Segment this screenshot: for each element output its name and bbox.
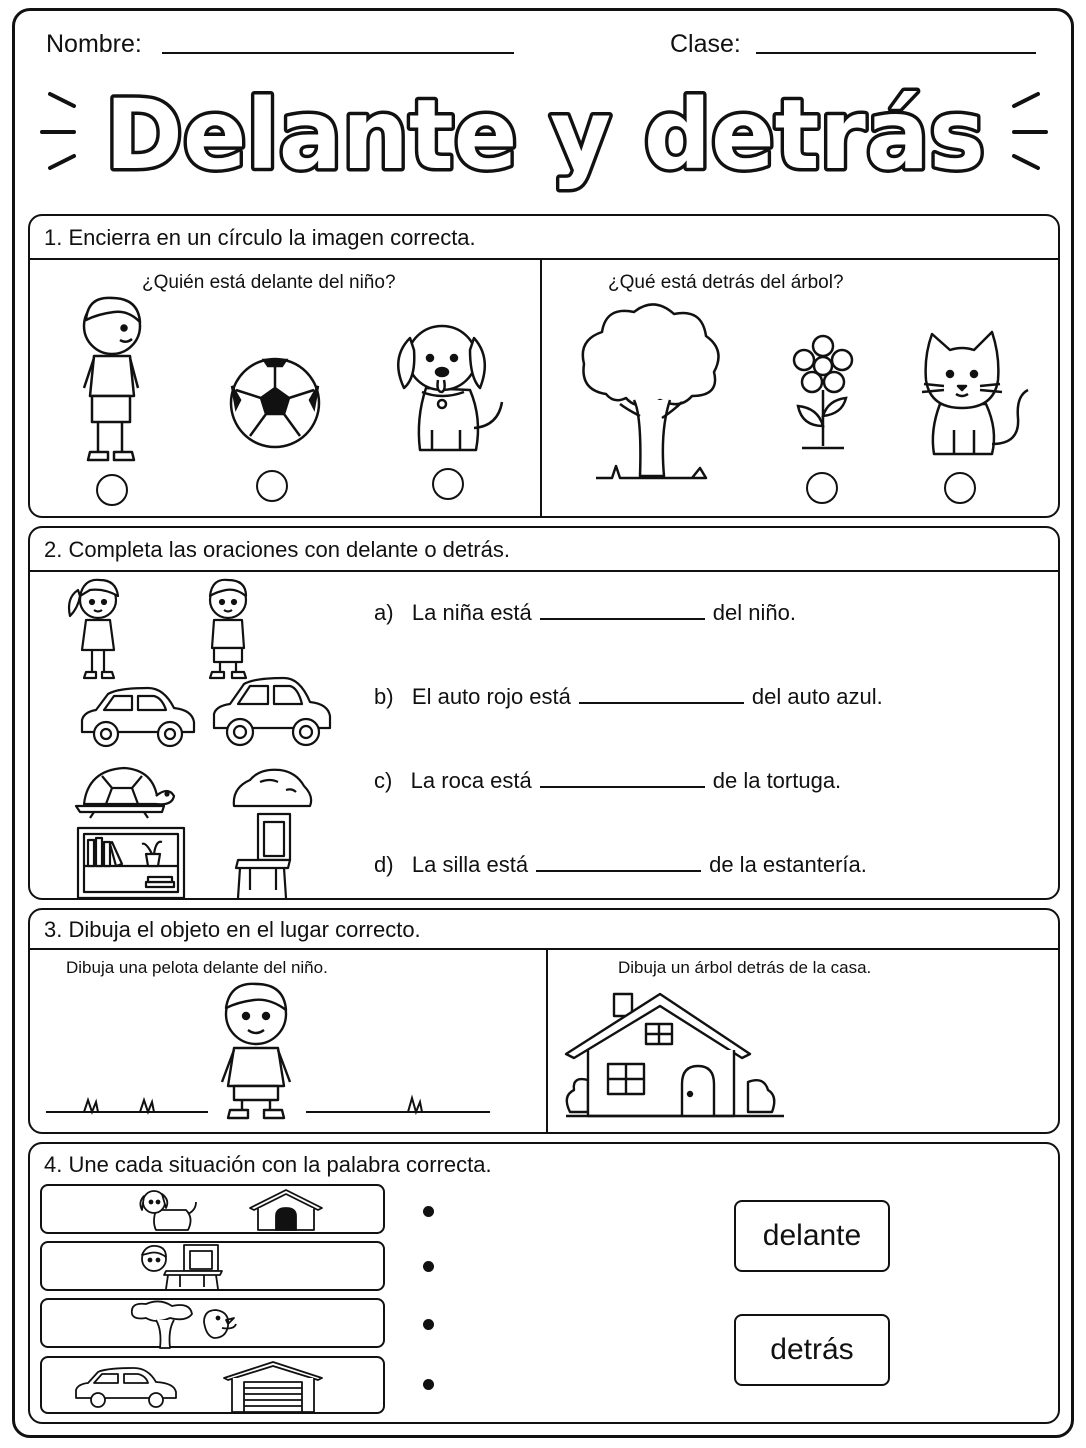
name-field[interactable] — [162, 52, 514, 54]
girl-icon — [64, 576, 134, 682]
section-1-title: 1. Encierra en un círculo la imagen correcta. — [44, 225, 476, 250]
blank-field[interactable] — [540, 600, 705, 620]
dog-icon — [136, 1188, 200, 1232]
section-1 — [28, 214, 1060, 518]
sentence-text: El auto rojo está — [411, 684, 571, 709]
sentence-a — [374, 600, 796, 626]
word-detras[interactable]: detrás — [734, 1314, 890, 1386]
section-4 — [28, 1142, 1060, 1424]
match-dot-2[interactable] — [423, 1261, 434, 1272]
sentence-letter: d) — [374, 852, 394, 877]
section-2 — [28, 526, 1060, 900]
sentence-text: La roca está — [410, 768, 532, 793]
situation-row-boy-chair[interactable] — [40, 1241, 385, 1291]
section-1-header — [30, 216, 1058, 260]
soccer-ball-icon — [228, 356, 322, 450]
title-text: Delante y detrás — [105, 79, 985, 191]
sentence-letter: c) — [374, 768, 393, 793]
section-3-divider — [546, 950, 548, 1132]
right-question: ¿Qué está detrás del árbol? — [608, 272, 844, 293]
tree-icon — [126, 1300, 242, 1348]
sentence-text: del auto azul. — [751, 684, 883, 709]
page-title — [30, 72, 1060, 202]
situation-row-dog[interactable] — [40, 1184, 385, 1234]
left-prompt: Dibuja una pelota delante del niño. — [66, 958, 328, 977]
chair-icon — [234, 812, 296, 900]
garage-icon — [222, 1360, 324, 1412]
section-2-title: 2. Completa las oraciones con delante o detrás. — [44, 537, 510, 562]
doghouse-icon — [248, 1188, 324, 1232]
match-dot-3[interactable] — [423, 1319, 434, 1330]
class-label: Clase: — [670, 30, 741, 58]
car-icon — [72, 1368, 182, 1408]
sentence-text: La niña está — [411, 600, 532, 625]
section-3 — [28, 908, 1060, 1134]
cat-icon — [910, 326, 1030, 462]
answer-circle-ball[interactable] — [256, 470, 288, 502]
sentence-d — [374, 852, 867, 878]
answer-circle-boy[interactable] — [96, 474, 128, 506]
match-dot-1[interactable] — [423, 1206, 434, 1217]
boy-icon — [196, 576, 260, 682]
blank-field[interactable] — [579, 684, 744, 704]
boy-icon — [222, 984, 290, 1118]
answer-circle-flower[interactable] — [806, 472, 838, 504]
left-question: ¿Quién está delante del niño? — [142, 272, 396, 293]
bookshelf-icon — [76, 826, 186, 900]
section-1-divider — [540, 260, 542, 516]
class-field[interactable] — [756, 52, 1036, 54]
answer-circle-cat[interactable] — [944, 472, 976, 504]
answer-circle-dog[interactable] — [432, 468, 464, 500]
sentence-letter: b) — [374, 684, 394, 709]
blank-field[interactable] — [536, 852, 701, 872]
bird-icon — [204, 1310, 228, 1338]
situation-row-car-garage[interactable] — [40, 1356, 385, 1414]
tree-icon — [576, 300, 726, 482]
blank-field[interactable] — [540, 768, 705, 788]
match-dot-4[interactable] — [423, 1379, 434, 1390]
section-2-header — [30, 528, 1058, 572]
sentence-text: de la tortuga. — [712, 768, 842, 793]
section-4-title: 4. Une cada situación con la palabra correcta. — [44, 1152, 492, 1177]
dog-icon — [386, 318, 516, 458]
sparkle-right-icon — [1014, 94, 1046, 168]
sentence-letter: a) — [374, 600, 394, 625]
word-delante[interactable]: delante — [734, 1200, 890, 1272]
sparkle-left-icon — [42, 94, 74, 168]
rock-icon — [230, 766, 314, 810]
sentence-b — [374, 684, 883, 710]
name-label: Nombre: — [46, 30, 142, 58]
car-icon — [210, 676, 334, 750]
car-icon — [78, 686, 198, 752]
section-3-header — [30, 910, 1058, 950]
boy-icon — [68, 292, 158, 468]
situation-row-tree-bird[interactable] — [40, 1298, 385, 1348]
sentence-text: de la estantería. — [709, 852, 867, 877]
chair-icon — [136, 1243, 228, 1291]
sentence-c — [374, 768, 841, 794]
sentence-text: La silla está — [411, 852, 529, 877]
turtle-icon — [72, 764, 176, 818]
drawing-area-left[interactable] — [44, 980, 494, 1126]
right-prompt: Dibuja un árbol detrás de la casa. — [618, 958, 872, 977]
section-3-title: 3. Dibuja el objeto en el lugar correcto. — [44, 917, 421, 942]
section-4-header — [30, 1144, 1058, 1188]
house-icon — [564, 992, 784, 1118]
sentence-text: del niño. — [712, 600, 796, 625]
flower-icon — [788, 336, 858, 452]
